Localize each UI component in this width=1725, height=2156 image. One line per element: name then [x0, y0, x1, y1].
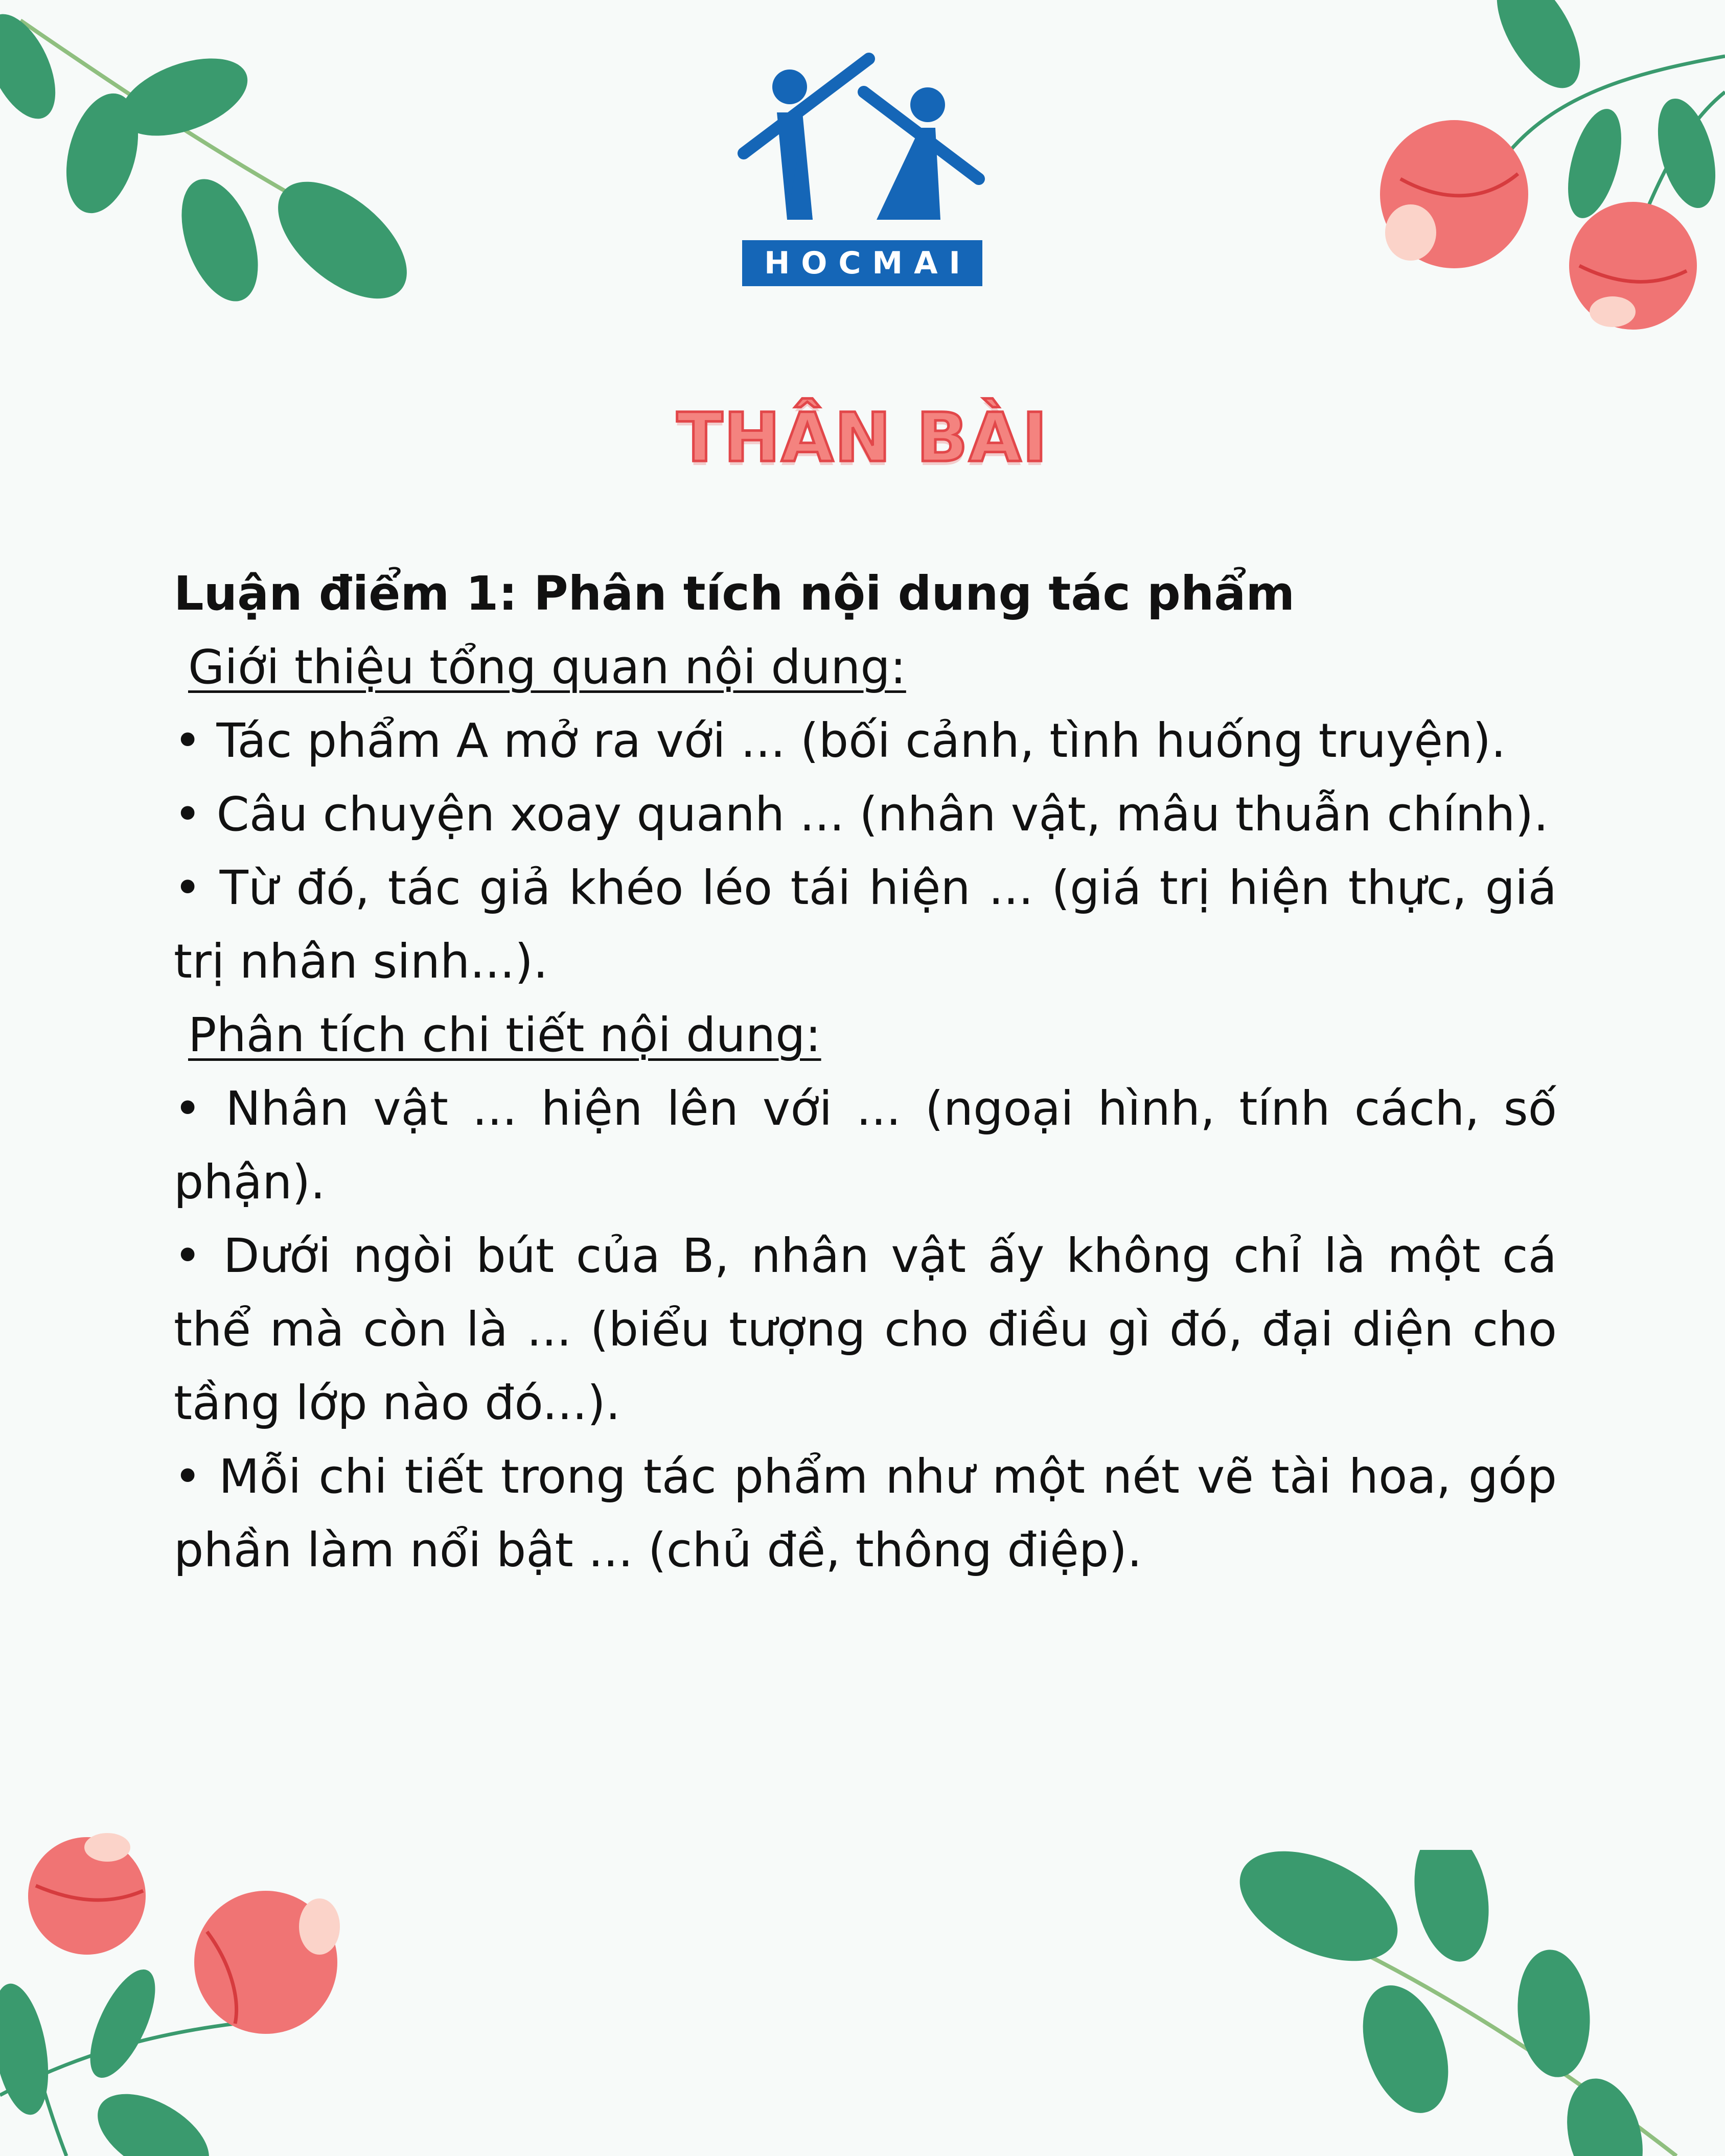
logo-text: HOCMAI	[764, 245, 972, 281]
bullet-item: • Dưới ngòi bút của B, nhân vật ấy không chỉ là một cá thể mà còn là ... (biểu tượng cho điều gì đó, đại diện cho tầng lớp nào đó...).	[174, 1228, 1557, 1430]
flower-branch-top-right	[1354, 0, 1725, 347]
leaf-branch-bottom-right	[1227, 1850, 1725, 2156]
subheading-overview: Giới thiệu tổng quan nội dung:	[188, 640, 906, 694]
leaf-branch-top-left	[0, 0, 460, 327]
section-heading: Luận điểm 1: Phân tích nội dung tác phẩm	[174, 566, 1295, 621]
flower-branch-bottom-left	[0, 1809, 368, 2156]
page-title: THÂN BÀI	[677, 399, 1048, 477]
bullet-item: • Câu chuyện xoay quanh ... (nhân vật, mâu thuẫn chính).	[174, 787, 1549, 842]
subheading-detail: Phân tích chi tiết nội dung:	[188, 1008, 821, 1062]
bullet-item: • Mỗi chi tiết trong tác phẩm như một nét vẽ tài hoa, góp phần làm nổi bật ... (chủ đề, thông điệp).	[174, 1449, 1557, 1578]
hocmai-logo	[736, 51, 986, 291]
bullet-item: • Từ đó, tác giả khéo léo tái hiện ... (giá trị hiện thực, giá trị nhân sinh...).	[174, 861, 1557, 989]
bullet-item: • Tác phẩm A mở ra với ... (bối cảnh, tình huống truyện).	[174, 713, 1506, 768]
bullet-item: • Nhân vật ... hiện lên với ... (ngoại hình, tính cách, số phận).	[174, 1081, 1557, 1210]
main-content	[174, 557, 1557, 1587]
